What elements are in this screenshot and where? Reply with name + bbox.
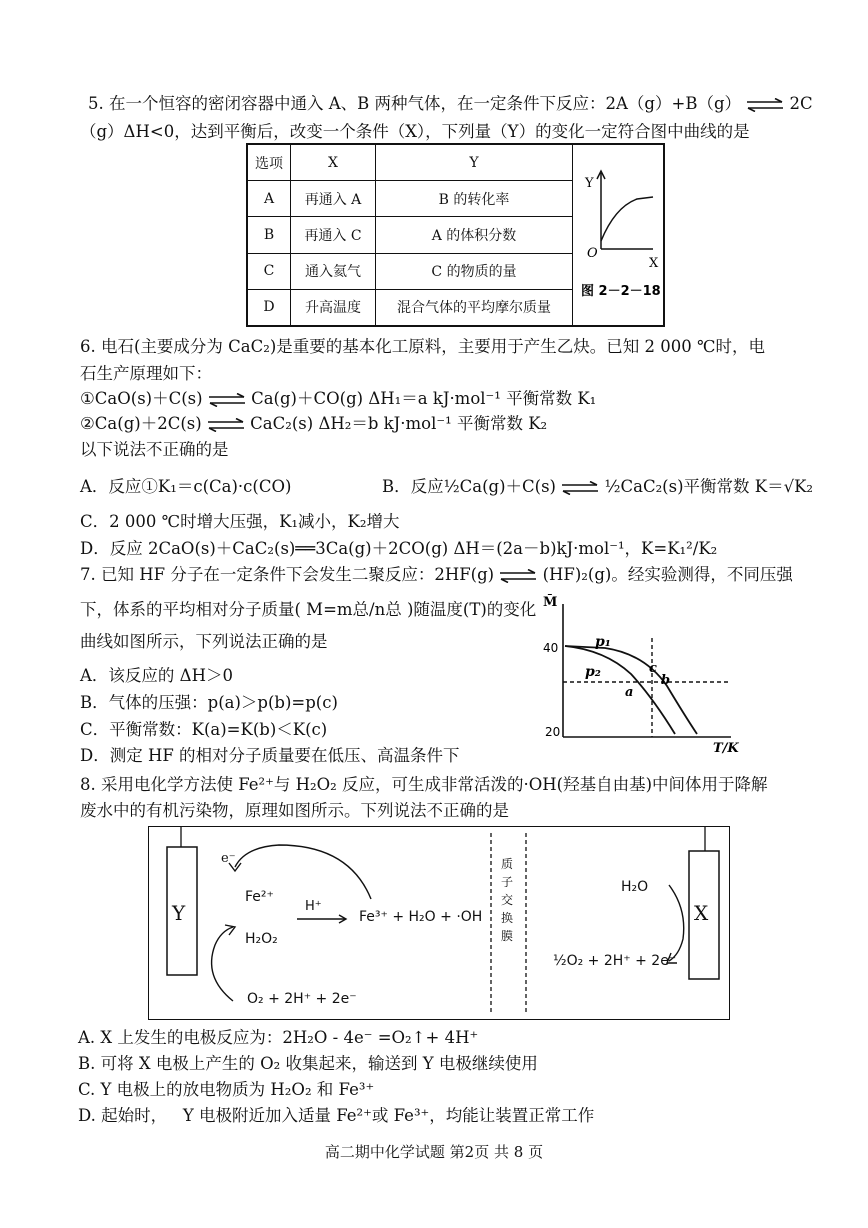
q6-option-d: D．反应 2CaO(s)＋CaC₂(s)══3Ca(g)＋2CO(g) ΔH＝(2a－b)kJ·mol⁻¹，K=K₁²/K₂: [80, 539, 718, 558]
table-cell: C: [247, 253, 291, 289]
q8-option-a: A. X 上发生的电极反应为：2H₂O - 4e⁻ =O₂↑+ 4H⁺: [78, 1028, 479, 1047]
q6-line1: 6. 电石(主要成分为 CaC₂)是重要的基本化工原料，主要用于产生乙炔。已知 2 000 ℃时，电: [80, 337, 765, 356]
q8-option-c: C. Y 电极上的放电物质为 H₂O₂ 和 Fe³⁺: [78, 1080, 375, 1099]
q8-line2: 废水中的有机污染物，原理如图所示。下列说法不正确的是: [80, 801, 509, 820]
proton-exchange-membrane-label: 质 子 交 换 膜: [501, 857, 514, 943]
q5-line2: （g）ΔH<0，达到平衡后，改变一个条件（X），下列量（Y）的变化一定符合图中曲线的是: [80, 122, 750, 141]
table-cell: D: [247, 289, 291, 326]
electrode-x-label: X: [694, 901, 709, 925]
q8-electrolysis-diagram: [148, 826, 730, 1020]
q8-option-d: D. 起始时， Y 电极附近加入适量 Fe²⁺或 Fe³⁺，均能让装置正常工作: [78, 1106, 595, 1125]
q7-label-p2: p₂: [585, 664, 601, 680]
equilibrium-arrow-icon: [499, 569, 537, 583]
q7-option-c: C．平衡常数：K(a)=K(b)＜K(c): [80, 720, 328, 739]
h-plus-label: H⁺: [305, 899, 322, 914]
q7-y-tick-20: 20: [545, 725, 561, 739]
q5-curve: [601, 197, 653, 241]
q5-graph-caption: 图 2－2－18: [581, 284, 661, 299]
q7-label-p1: p₁: [595, 634, 611, 650]
electron-label: e⁻: [221, 851, 236, 866]
q8-option-b: B. 可将 X 电极上产生的 O₂ 收集起来，输送到 Y 电极继续使用: [78, 1054, 538, 1073]
table-cell: 混合气体的平均摩尔质量: [376, 289, 573, 326]
q7-option-a: A．该反应的 ΔH＞0: [80, 666, 233, 685]
fe2-label: Fe²⁺: [245, 889, 274, 905]
equilibrium-arrow-icon: [746, 98, 784, 112]
o2-reduction-arrow: [212, 927, 233, 1001]
page-footer: 高二期中化学试题 第2页 共 8 页: [324, 1143, 544, 1161]
table-header: 选项: [247, 144, 291, 181]
water-label: H₂O: [621, 879, 649, 895]
q6-option-c: C．2 000 ℃时增大压强，K₁减小，K₂增大: [80, 512, 400, 531]
q6-line3: 以下说法不正确的是: [80, 440, 229, 459]
q5-graph-ylabel: Y: [585, 176, 594, 191]
table-cell: B 的转化率: [376, 181, 573, 217]
table-cell: A 的体积分数: [376, 217, 573, 253]
o2-oxidation-label: ½O₂ + 2H⁺ + 2e⁻: [553, 953, 677, 969]
q5-graph-cell: [573, 144, 665, 326]
q6-option-b: B．反应½Ca(g)＋C(s) ½CaC₂(s)平衡常数 K＝√K₂: [382, 477, 814, 496]
q5-graph-origin: O: [587, 246, 598, 261]
h2o2-label: H₂O₂: [245, 931, 278, 947]
q7-y-axis-label: M̄: [543, 595, 558, 610]
q7-point-b: b: [661, 673, 671, 688]
q8-line1: 8. 采用电化学方法使 Fe²⁺与 H₂O₂ 反应，可生成非常活泼的·OH(羟基自由基)中间体用于降解: [80, 775, 768, 794]
q7-pressure-graph: [535, 594, 750, 754]
q6-option-a: A．反应①K₁＝c(Ca)·c(CO): [80, 477, 292, 496]
table-header-row: [247, 144, 664, 181]
o2-reduction-label: O₂ + 2H⁺ + 2e⁻: [247, 991, 357, 1007]
q7-y-tick-40: 40: [543, 641, 559, 655]
q5-options-table: [246, 143, 665, 327]
equilibrium-arrow-icon: [207, 418, 245, 432]
table-cell: A: [247, 181, 291, 217]
table-cell: 通入氦气: [291, 253, 376, 289]
equilibrium-arrow-icon: [208, 393, 246, 407]
table-cell: 再通入 A: [291, 181, 376, 217]
q7-line2: 下，体系的平均相对分子质量( M=m总/n总 )随温度(T)的变化: [80, 600, 537, 619]
table-cell: C 的物质的量: [376, 253, 573, 289]
q5-graph-xlabel: X: [649, 256, 659, 271]
equilibrium-arrow-icon: [561, 481, 599, 495]
water-oxidation-arrow: [669, 885, 684, 961]
q6-eq1: ①CaO(s)＋C(s) Ca(g)＋CO(g) ΔH₁＝a kJ·mol⁻¹ 平衡常数 K₁: [80, 389, 597, 408]
q7-point-a: a: [625, 685, 634, 700]
table-cell: 升高温度: [291, 289, 376, 326]
q5-line1: 5. 在一个恒容的密闭容器中通入 A、B 两种气体，在一定条件下反应：2A（g）+B（g） 2C: [88, 94, 813, 113]
q7-point-c: c: [649, 661, 657, 676]
q7-curve-p2: [565, 646, 675, 734]
q5-curve-graph: [573, 145, 663, 321]
q7-line3: 曲线如图所示，下列说法正确的是: [80, 632, 328, 651]
table-header: Y: [376, 144, 573, 181]
products-label: Fe³⁺ + H₂O + ·OH: [359, 909, 483, 925]
table-cell: B: [247, 217, 291, 253]
table-cell: 再通入 C: [291, 217, 376, 253]
electrode-y-label: Y: [172, 901, 186, 925]
q6-eq2: ②Ca(g)＋2C(s) CaC₂(s) ΔH₂＝b kJ·mol⁻¹ 平衡常数 K₂: [80, 414, 548, 433]
q7-option-d: D．测定 HF 的相对分子质量要在低压、高温条件下: [80, 746, 460, 765]
q7-x-axis-label: T/K: [713, 741, 739, 754]
q7-option-b: B．气体的压强：p(a)＞p(b)=p(c): [80, 693, 338, 712]
table-header: X: [291, 144, 376, 181]
q7-line1: 7. 已知 HF 分子在一定条件下会发生二聚反应：2HF(g) (HF)₂(g)。经实验测得，不同压强: [80, 565, 793, 584]
q6-line2: 石生产原理如下：: [80, 364, 212, 383]
